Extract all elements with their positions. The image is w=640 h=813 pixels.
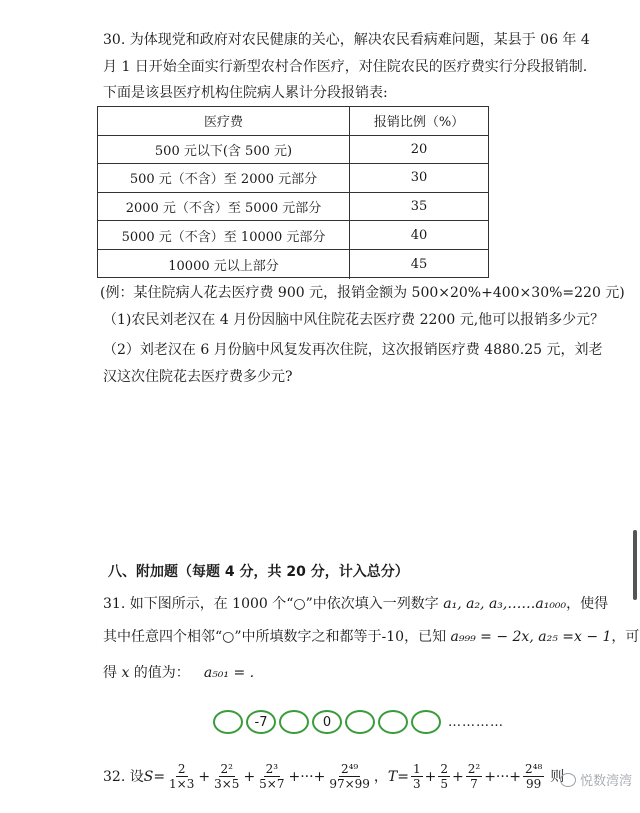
q30-part2-line1: （2）刘老汉在 6 月份脑中风复发再次住院，这次报销医疗费 4880.25 元，刘老 <box>103 342 603 358</box>
q32-var-t: T <box>387 768 398 785</box>
table-cell: 10000 元以上部分 <box>98 250 350 279</box>
q32-equals: = <box>397 768 409 785</box>
scrollbar-thumb[interactable] <box>633 530 637 600</box>
q31-text: 的值为： <box>129 665 190 681</box>
table-row <box>98 136 488 165</box>
table-cell: 500 元（不含）至 2000 元部分 <box>98 164 350 192</box>
circle <box>411 710 441 734</box>
circle <box>378 710 408 734</box>
s-term-last: $\frac{\text{2⁴⁹}}{97\times 99}$ <box>329 762 370 791</box>
table-header-cell: 报销比例（%） <box>373 115 465 131</box>
circle: 0 <box>312 710 342 734</box>
circle <box>345 710 375 734</box>
q32-tail: 则 <box>550 768 565 785</box>
table-cell: 40 <box>410 227 428 243</box>
table-header-row <box>98 107 488 136</box>
plus-sign: + <box>243 768 256 785</box>
section-title: 八、附加题（每题 4 分，共 20 分，计入总分） <box>108 564 409 580</box>
circle-sequence <box>213 710 504 734</box>
table-row <box>98 250 488 279</box>
t-term-1: $\frac{1}{3}$ <box>412 762 421 791</box>
q31-text: ，使得 <box>566 596 609 612</box>
q31-text: 其中任意四个相邻“○”中所填数字之和都等于-10，已知 <box>103 629 451 645</box>
q30-line1: 30. 为体现党和政府对农民健康的关心，解决农民看病难问题，某县于 06 年 4 <box>103 32 590 48</box>
q31-answer: a₅₀₁ = . <box>203 665 255 681</box>
t-term-3: $\frac{\text{2²}}{7}$ <box>467 762 481 791</box>
t-term-last: $\frac{\text{2⁴⁸}}{99}$ <box>525 762 543 791</box>
table-cell: 500 元以下(含 500 元) <box>98 136 350 164</box>
comma: ， <box>373 768 388 785</box>
table-cell: 45 <box>410 256 428 272</box>
q30-part2-line2: 汉这次住院花去医疗费多少元? <box>103 369 293 385</box>
circle: -7 <box>246 710 276 734</box>
q30-example: (例：某住院病人花去医疗费 900 元，报销金额为 500×20%+400×30%=220 元) <box>100 285 625 301</box>
q31-variable: x <box>121 665 130 681</box>
table-cell: 35 <box>410 199 428 215</box>
s-term-3: $\frac{\text{2³}}{5\times 7}$ <box>259 762 285 791</box>
s-term-2: $\frac{\text{2²}}{3\times 5}$ <box>214 762 240 791</box>
q32-equals: = <box>153 768 166 785</box>
q31-sequence: a₁, a₂, a₃,……a₁₀₀₀ <box>443 596 567 612</box>
ellipsis-dots: ………… <box>448 714 504 730</box>
s-term-1: $\frac{2}{1\times 3}$ <box>169 762 195 791</box>
table-cell: 20 <box>410 141 428 157</box>
table-row <box>98 221 488 250</box>
q32-line <box>103 762 564 791</box>
watermark-text: 悦数湾湾 <box>579 774 632 789</box>
table-row <box>98 164 488 193</box>
reimbursement-table <box>97 106 489 278</box>
watermark <box>560 770 632 789</box>
ellipsis: +···+ <box>484 768 521 785</box>
plus-sign: + <box>424 768 437 785</box>
ellipsis: +···+ <box>288 768 326 785</box>
table-cell: 5000 元（不含）至 10000 元部分 <box>98 221 350 249</box>
q31-text: 31. 如下图所示，在 1000 个“○”中依次填入一列数字 <box>103 596 444 612</box>
circle <box>213 710 243 734</box>
table-row <box>98 193 488 222</box>
table-header-cell: 医疗费 <box>98 107 350 135</box>
circle <box>279 710 309 734</box>
wechat-icon <box>560 773 576 787</box>
q31-text: ，可 <box>611 629 640 645</box>
q31-text: 得 <box>103 665 122 681</box>
plus-sign: + <box>452 768 464 785</box>
plus-sign: + <box>198 768 211 785</box>
q31-line1 <box>103 594 608 614</box>
q30-line2: 月 1 日开始全面实行新型农村合作医疗，对住院农民的医疗费实行分段报销制. <box>103 59 588 75</box>
q32-lead: 32. 设 <box>103 768 144 785</box>
table-cell: 30 <box>410 170 428 186</box>
t-term-2: $\frac{2}{5}$ <box>440 762 448 791</box>
q31-line3 <box>103 663 254 683</box>
q31-line2 <box>103 627 639 647</box>
table-cell: 2000 元（不含）至 5000 元部分 <box>98 193 350 221</box>
q30-line3: 下面是该县医疗机构住院病人累计分段报销表: <box>103 85 388 101</box>
q31-condition: a₉₉₉ = − 2x, a₂₅ =x − 1 <box>450 629 612 645</box>
q32-var-s: S <box>143 768 154 785</box>
q30-part1: （1)农民刘老汉在 4 月份因脑中风住院花去医疗费 2200 元,他可以报销多少元？ <box>103 312 605 328</box>
